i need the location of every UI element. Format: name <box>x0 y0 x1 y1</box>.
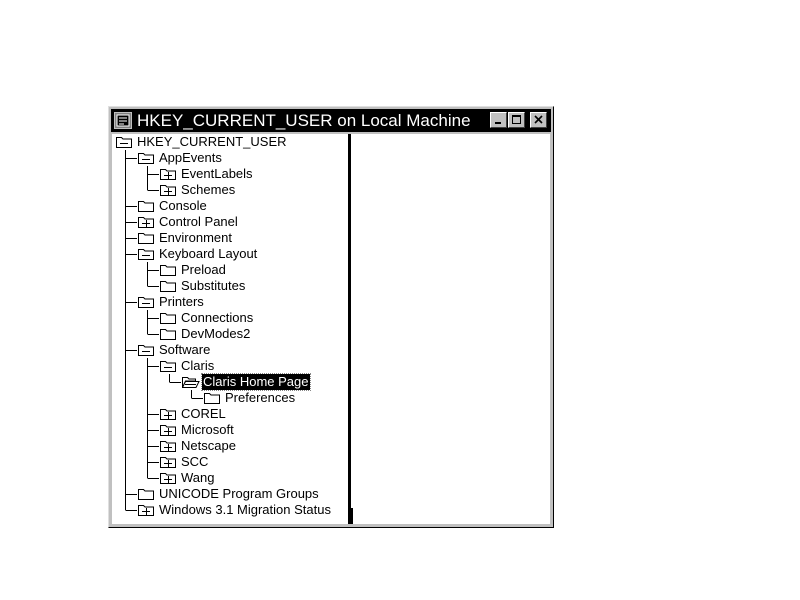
tree-node-label: Claris Home Page <box>203 374 309 389</box>
tree-node-label: Schemes <box>181 182 236 197</box>
folder-icon <box>138 231 156 245</box>
folder-expand-icon <box>138 215 156 229</box>
tree-node-label: Substitutes <box>181 278 246 293</box>
folder-expand-icon <box>160 471 178 485</box>
folder-collapse-icon <box>160 359 178 373</box>
tree-node-label: Wang <box>181 470 215 485</box>
tree-node-label: COREL <box>181 406 226 421</box>
folder-collapse-icon <box>138 295 156 309</box>
tree-node-label: Windows 3.1 Migration Status <box>159 502 331 517</box>
folder-icon <box>138 487 156 501</box>
tree-node-label: Environment <box>159 230 232 245</box>
tree-node-label: Keyboard Layout <box>159 246 258 261</box>
tree-node-label: Netscape <box>181 438 236 453</box>
key-tree-pane[interactable] <box>112 134 348 524</box>
folder-expand-icon <box>160 167 178 181</box>
tree-node-label: Printers <box>159 294 204 309</box>
minimize-button[interactable] <box>490 112 507 128</box>
pane-splitter[interactable] <box>348 134 351 524</box>
tree-node-label: Preferences <box>225 390 296 405</box>
folder-icon <box>160 311 178 325</box>
folder-expand-icon <box>138 503 156 517</box>
close-icon <box>531 113 546 127</box>
folder-icon <box>138 199 156 213</box>
tree-node-label: Console <box>159 198 207 213</box>
maximize-button[interactable] <box>508 112 525 128</box>
folder-expand-icon <box>160 407 178 421</box>
client-area <box>112 134 550 524</box>
tree-node-label: Claris <box>181 358 215 373</box>
folder-collapse-icon <box>138 247 156 261</box>
maximize-icon <box>509 113 524 127</box>
tree-node-label: HKEY_CURRENT_USER <box>137 134 287 149</box>
folder-collapse-icon <box>138 343 156 357</box>
tree-node-label: EventLabels <box>181 166 253 181</box>
folder-icon <box>160 279 178 293</box>
tree-node-label: DevModes2 <box>181 326 251 341</box>
folder-collapse-icon <box>138 151 156 165</box>
tree-node-label: SCC <box>181 454 209 469</box>
folder-icon <box>160 327 178 341</box>
registry-editor-window <box>108 106 554 528</box>
folder-expand-icon <box>160 183 178 197</box>
close-button[interactable] <box>530 112 547 128</box>
tree-node-label: AppEvents <box>159 150 222 165</box>
folder-open-icon <box>116 135 134 149</box>
registry-icon[interactable] <box>114 112 132 129</box>
window-title: HKEY_CURRENT_USER on Local Machine <box>137 111 471 130</box>
tree-node-label: Preload <box>181 262 226 277</box>
tree-node-label: UNICODE Program Groups <box>159 486 319 501</box>
minimize-icon <box>491 113 506 127</box>
folder-icon <box>204 391 222 405</box>
value-pane[interactable] <box>353 134 550 524</box>
tree-node-label: Connections <box>181 310 254 325</box>
folder-expand-icon <box>160 455 178 469</box>
tree-node-label: Microsoft <box>181 422 234 437</box>
folder-expand-icon <box>160 423 178 437</box>
folder-icon <box>160 263 178 277</box>
tree-node-label: Control Panel <box>159 214 238 229</box>
title-bar[interactable] <box>111 109 551 132</box>
folder-expand-icon <box>160 439 178 453</box>
tree-node-label: Software <box>159 342 211 357</box>
folder-open-selected-icon <box>182 375 200 389</box>
